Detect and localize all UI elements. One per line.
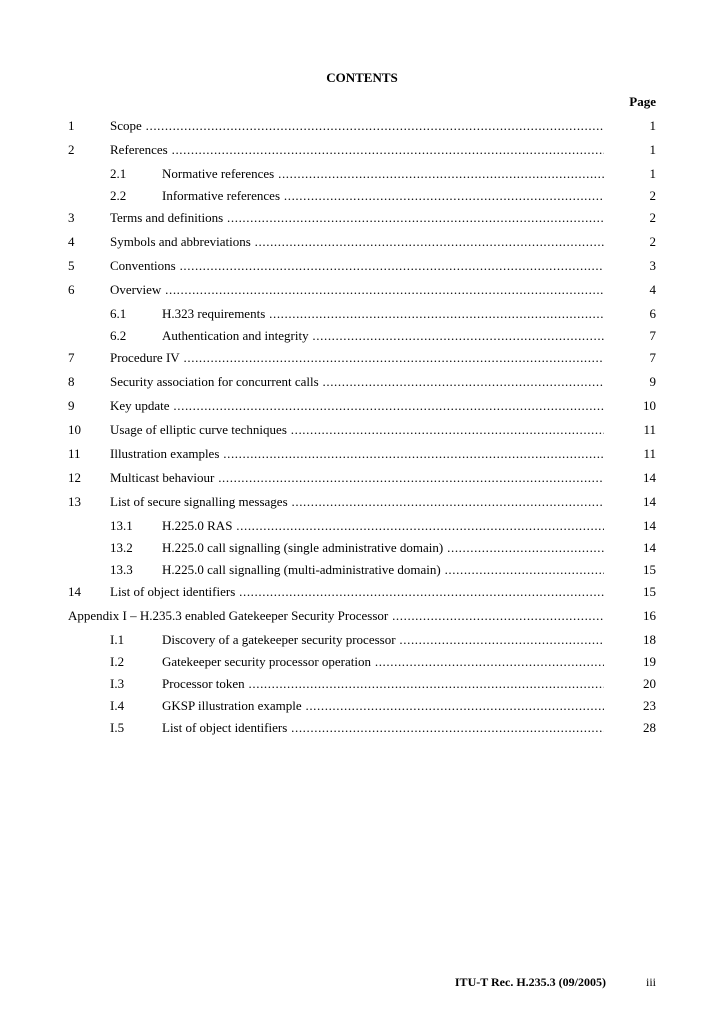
toc-entry-title: Authentication and integrity ..... [162, 328, 604, 343]
toc-entry[interactable] [0, 632, 724, 654]
table-of-contents [0, 118, 724, 742]
toc-entry-number: 7 [68, 350, 75, 365]
toc-entry-title: Overview ..... [110, 282, 604, 297]
toc-entry[interactable] [0, 166, 724, 188]
toc-entry[interactable] [0, 470, 724, 494]
toc-entry[interactable] [0, 518, 724, 540]
toc-entry-number: 13.1 [110, 518, 133, 533]
toc-entry-title-wrap [110, 282, 604, 298]
toc-entry-number: 11 [68, 446, 81, 461]
toc-entry-title-wrap [110, 422, 604, 438]
toc-entry-number: I.2 [110, 654, 125, 669]
toc-entry-title: Terms and definitions ..... [110, 210, 604, 225]
toc-entry-title-wrap [162, 562, 604, 578]
toc-entry-title-wrap [110, 470, 604, 486]
toc-entry-number: 2.2 [110, 188, 127, 203]
toc-entry-page: 9 [649, 374, 656, 389]
toc-entry-title-wrap [162, 632, 604, 648]
toc-entry-number: 3 [68, 210, 75, 225]
toc-entry-title-wrap [162, 654, 604, 670]
toc-entry-page: 4 [649, 282, 656, 297]
toc-entry[interactable] [0, 540, 724, 562]
toc-entry-title: H.323 requirements ..... [162, 306, 604, 321]
toc-entry-page: 19 [643, 654, 656, 669]
toc-entry-title: List of object identifiers ..... [162, 720, 604, 735]
toc-entry-title: Symbols and abbreviations ..... [110, 234, 604, 249]
toc-entry[interactable] [0, 350, 724, 374]
toc-entry-title-wrap [110, 234, 604, 250]
toc-entry-title: Conventions ..... [110, 258, 604, 273]
toc-entry-page: 7 [649, 350, 656, 365]
toc-entry-page: 18 [643, 632, 656, 647]
toc-entry-number: 5 [68, 258, 75, 273]
toc-entry-title: Usage of elliptic curve techniques ..... [110, 422, 604, 437]
toc-entry[interactable] [0, 328, 724, 350]
toc-entry-title-wrap [110, 584, 604, 600]
toc-entry-page: 6 [649, 306, 656, 321]
toc-entry-title-wrap [162, 166, 604, 182]
toc-entry-number: 2 [68, 142, 75, 157]
toc-entry-title: Processor token ..... [162, 676, 604, 691]
toc-entry-page: 10 [643, 398, 656, 413]
toc-entry-number: 2.1 [110, 166, 127, 181]
toc-entry-page: 1 [649, 118, 656, 133]
toc-entry[interactable] [0, 258, 724, 282]
toc-entry-title-wrap [110, 494, 604, 510]
toc-entry-number: 1 [68, 118, 75, 133]
toc-entry-page: 20 [643, 676, 656, 691]
toc-entry[interactable] [0, 698, 724, 720]
toc-entry-title-wrap [162, 188, 604, 204]
toc-entry[interactable] [0, 142, 724, 166]
toc-entry-title-wrap [110, 258, 604, 274]
toc-entry[interactable] [0, 374, 724, 398]
toc-entry-number: I.4 [110, 698, 125, 713]
toc-entry-page: 1 [649, 166, 656, 181]
toc-entry-title-wrap [68, 608, 604, 624]
toc-entry-number: 10 [68, 422, 81, 437]
toc-entry-title: Discovery of a gatekeeper security processor ..... [162, 632, 604, 647]
toc-entry[interactable] [0, 188, 724, 210]
toc-entry-page: 14 [643, 494, 656, 509]
toc-entry[interactable] [0, 720, 724, 742]
toc-entry-page: 2 [649, 234, 656, 249]
toc-entry[interactable] [0, 234, 724, 258]
toc-entry-title-wrap [162, 720, 604, 736]
toc-entry[interactable] [0, 398, 724, 422]
toc-entry-title: Scope ..... [110, 118, 604, 133]
toc-entry-title-wrap [162, 328, 604, 344]
toc-entry-title-wrap [110, 374, 604, 390]
footer-document-ref: ITU-T Rec. H.235.3 (09/2005) [454, 975, 606, 989]
contents-heading: CONTENTS [326, 70, 398, 85]
toc-entry-page: 3 [649, 258, 656, 273]
toc-entry-page: 15 [643, 584, 656, 599]
toc-entry[interactable] [0, 654, 724, 676]
toc-entry-title-wrap [162, 540, 604, 556]
toc-entry-number: 4 [68, 234, 75, 249]
toc-entry[interactable] [0, 282, 724, 306]
toc-entry-page: 16 [643, 608, 656, 623]
toc-entry-title-wrap [110, 398, 604, 414]
toc-entry-page: 2 [649, 210, 656, 225]
toc-entry-title: Procedure IV ..... [110, 350, 604, 365]
toc-entry-title-wrap [110, 210, 604, 226]
toc-entry-title: H.225.0 call signalling (multi-administrative domain) ..... [162, 562, 604, 577]
page-column-label: Page [629, 94, 656, 109]
toc-entry-number: 12 [68, 470, 81, 485]
toc-entry-page: 14 [643, 470, 656, 485]
toc-entry-title: Key update ..... [110, 398, 604, 413]
toc-entry-number: 14 [68, 584, 81, 599]
toc-entry-number: 9 [68, 398, 75, 413]
toc-entry[interactable] [0, 676, 724, 698]
footer-page-number: iii [645, 975, 656, 989]
toc-entry-number: 8 [68, 374, 75, 389]
toc-entry-page: 1 [649, 142, 656, 157]
toc-entry-title: Security association for concurrent calls ..... [110, 374, 604, 389]
toc-entry[interactable] [0, 608, 724, 632]
toc-entry[interactable] [0, 422, 724, 446]
toc-entry[interactable] [0, 446, 724, 470]
toc-entry-page: 14 [643, 518, 656, 533]
toc-entry-title: List of object identifiers ..... [110, 584, 604, 599]
toc-entry-page: 14 [643, 540, 656, 555]
toc-entry-number: 13.3 [110, 562, 133, 577]
toc-entry-title: GKSP illustration example ..... [162, 698, 604, 713]
toc-entry-page: 11 [643, 422, 656, 437]
toc-entry[interactable] [0, 118, 724, 142]
toc-entry-title-wrap [162, 306, 604, 322]
toc-entry-title: H.225.0 RAS ..... [162, 518, 604, 533]
toc-entry-title: List of secure signalling messages ..... [110, 494, 604, 509]
toc-entry-title-wrap [110, 142, 604, 158]
toc-entry[interactable] [0, 562, 724, 584]
toc-entry-page: 28 [643, 720, 656, 735]
toc-entry-title: Normative references ..... [162, 166, 604, 181]
toc-entry-page: 11 [643, 446, 656, 461]
toc-entry[interactable] [0, 494, 724, 518]
toc-entry[interactable] [0, 584, 724, 608]
toc-entry-title-wrap [110, 446, 604, 462]
toc-entry-title: References ..... [110, 142, 604, 157]
toc-entry-title: Gatekeeper security processor operation ..... [162, 654, 604, 669]
toc-entry[interactable] [0, 210, 724, 234]
toc-entry-number: 13.2 [110, 540, 133, 555]
toc-entry-page: 7 [649, 328, 656, 343]
toc-entry-title: Informative references ..... [162, 188, 604, 203]
toc-entry-page: 23 [643, 698, 656, 713]
toc-entry-title-wrap [162, 676, 604, 692]
toc-entry-number: I.5 [110, 720, 125, 735]
toc-entry-number: I.1 [110, 632, 125, 647]
toc-entry-title: Multicast behaviour ..... [110, 470, 604, 485]
toc-entry-page: 2 [649, 188, 656, 203]
toc-entry-title: Illustration examples ..... [110, 446, 604, 461]
toc-entry-title-wrap [110, 118, 604, 134]
toc-entry-number: 6.2 [110, 328, 127, 343]
toc-entry-title-wrap [110, 350, 604, 366]
toc-entry-number: I.3 [110, 676, 125, 691]
toc-entry-number: 6.1 [110, 306, 127, 321]
toc-entry-title-wrap [162, 518, 604, 534]
toc-entry[interactable] [0, 306, 724, 328]
toc-entry-title-wrap [162, 698, 604, 714]
toc-entry-title: Appendix I – H.235.3 enabled Gatekeeper Security Processor ..... [68, 608, 604, 623]
toc-entry-number: 6 [68, 282, 75, 297]
toc-entry-title: H.225.0 call signalling (single administrative domain) ..... [162, 540, 604, 555]
toc-entry-number: 13 [68, 494, 81, 509]
toc-entry-page: 15 [643, 562, 656, 577]
